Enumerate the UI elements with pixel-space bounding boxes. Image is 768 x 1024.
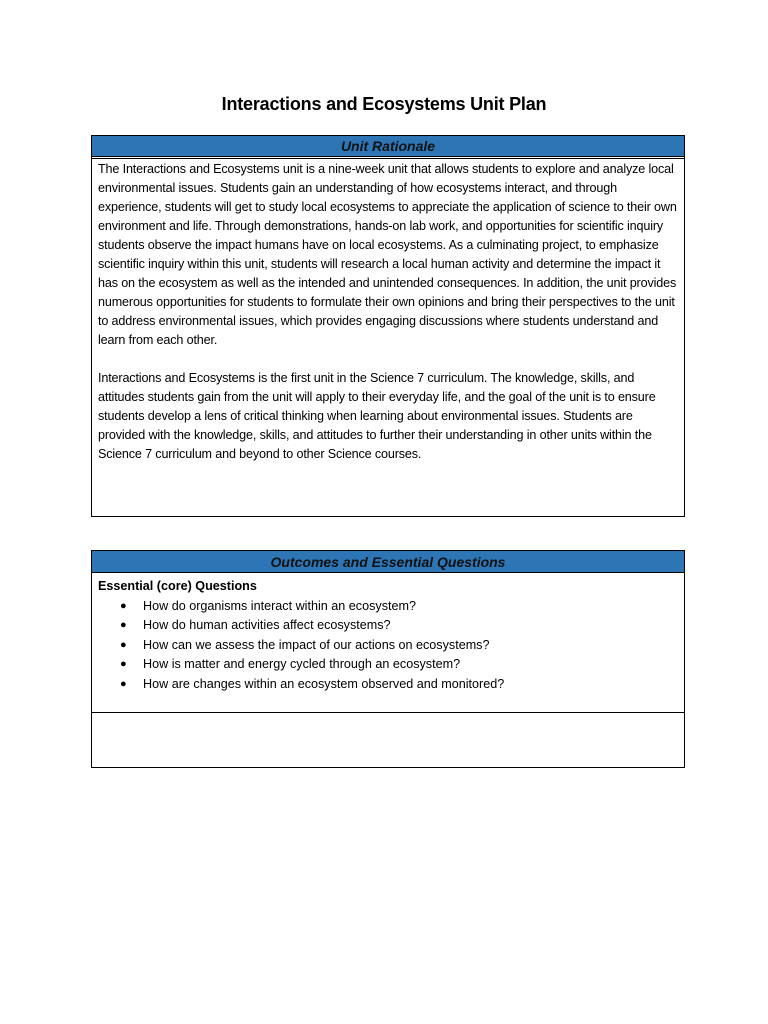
list-item — [98, 675, 678, 695]
question-text: How do human activities affect ecosystems? — [143, 618, 391, 632]
empty-table-row — [92, 713, 684, 767]
bullet-icon: ● — [120, 599, 127, 612]
bullet-icon: ● — [120, 638, 127, 651]
bullet-icon: ● — [120, 677, 127, 690]
essential-questions-list — [98, 597, 678, 695]
bullet-icon: ● — [120, 658, 127, 670]
rationale-paragraph: Interactions and Ecosystems is the first unit in the Science 7 curriculum. The knowledge, skills, and attitudes students gain from the unit will apply to their everyday life, and the goal of the unit is to ensure students develop a lens of critical thinking when learning about environmental issues. Students are provided with the knowledge, skills, and attitudes to further their understanding in other units within the Science 7 curriculum and beyond to other Science courses. — [98, 371, 656, 461]
unit-rationale-body — [92, 159, 684, 464]
rationale-paragraph: The Interactions and Ecosystems unit is a nine-week unit that allows students to explore and analyze local environmental issues. Students gain an understanding of how ecosystems interact, and through experience, students will get to study local ecosystems to appreciate the application of science to their own environment and life. Through demonstrations, hands-on lab work, and opportunities for scientific inquiry students observe the impact humans have on local ecosystems. As a culminating project, to emphasize scientific inquiry within this unit, students will research a local human activity and determine the impact it has on the ecosystem as well as the intended and unintended consequences. In addition, the unit provides numerous opportunities for students to formulate their own opinions and bring their perspectives to the unit to address environmental issues, which provides engaging discussions where students understand and learn from each other. — [98, 162, 677, 347]
list-item — [98, 597, 678, 617]
question-text: How do organisms interact within an ecosystem? — [143, 598, 416, 613]
essential-questions-cell — [92, 573, 684, 713]
list-item — [98, 616, 678, 636]
question-text: How can we assess the impact of our actions on ecosystems? — [143, 637, 490, 652]
question-text: How is matter and energy cycled through an ecosystem? — [143, 657, 461, 671]
list-item — [98, 636, 678, 656]
question-text: How are changes within an ecosystem observed and monitored? — [143, 676, 505, 691]
unit-rationale-table — [91, 135, 685, 517]
essential-questions-heading: Essential (core) Questions — [98, 579, 257, 593]
bullet-icon: ● — [120, 619, 127, 631]
list-item — [98, 655, 678, 675]
page-title: Interactions and Ecosystems Unit Plan — [221, 94, 547, 114]
outcomes-questions-header: Outcomes and Essential Questions — [92, 551, 684, 573]
unit-rationale-header: Unit Rationale — [92, 136, 684, 157]
outcomes-questions-table — [91, 550, 685, 768]
